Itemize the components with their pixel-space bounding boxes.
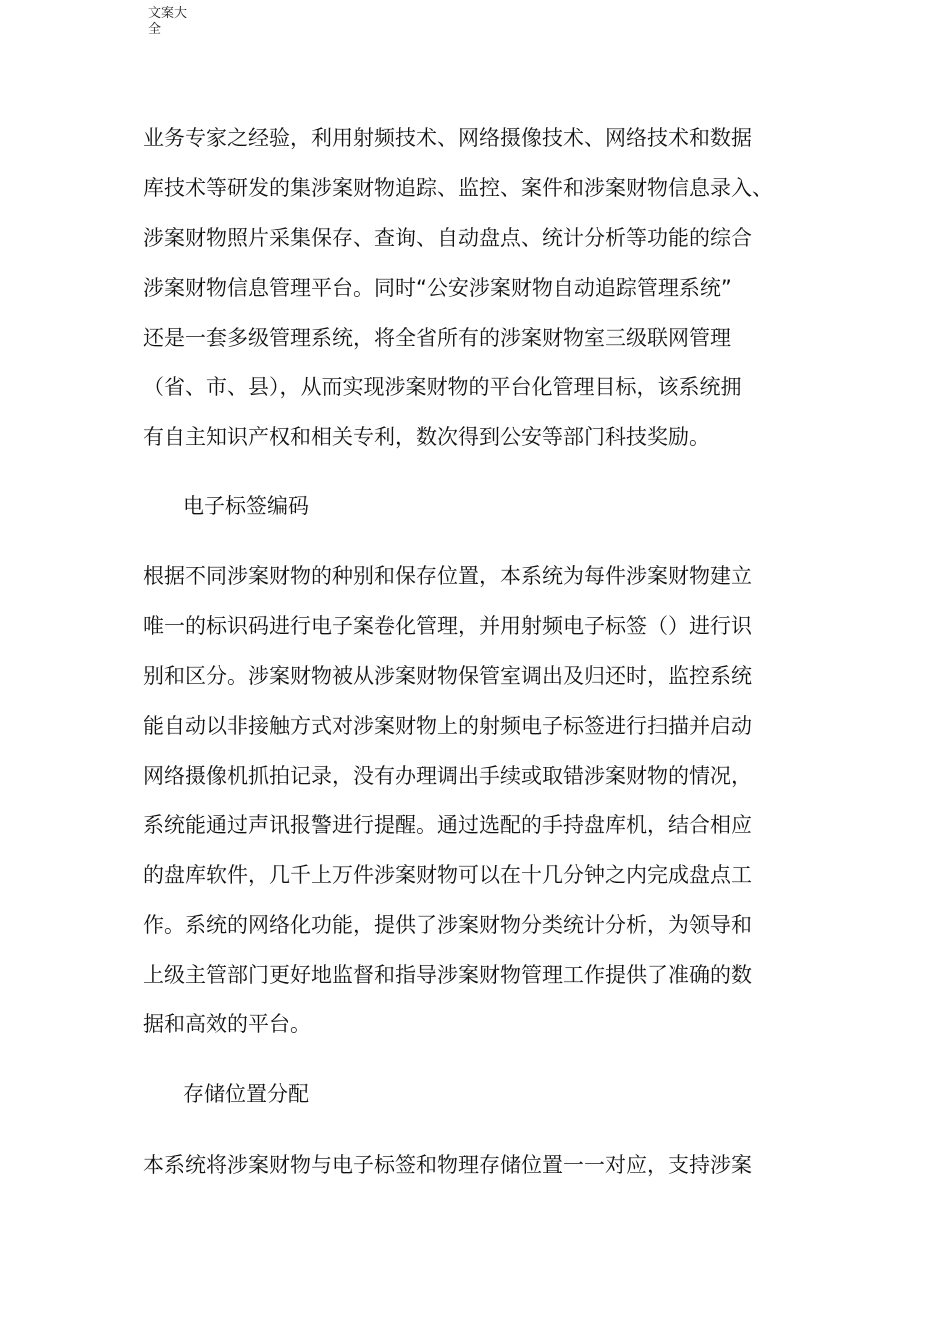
paragraph-line: 有自主知识产权和相关专利，数次得到公安等部门科技奖励。: [143, 425, 710, 449]
paragraph-line: （省、市、县），从而实现涉案财物的平台化管理目标，该系统拥: [143, 375, 742, 399]
section-heading: 存储位置分配: [183, 1082, 309, 1106]
header-text-line-2: 全: [148, 22, 162, 37]
paragraph-line: 系统能通过声讯报警进行提醒。通过选配的手持盘库机，结合相应: [143, 813, 752, 837]
paragraph-line: 网络摄像机抓拍记录，没有办理调出手续或取错涉案财物的情况，: [143, 764, 752, 788]
section-heading: 电子标签编码: [183, 494, 309, 518]
header-text-line-1: 文案大: [148, 6, 188, 21]
paragraph-line: 上级主管部门更好地监督和指导涉案财物管理工作提供了准确的数: [143, 963, 752, 987]
paragraph-line: 的盘库软件，几千上万件涉案财物可以在十几分钟之内完成盘点工: [143, 863, 752, 887]
paragraph-line: 能自动以非接触方式对涉案财物上的射频电子标签进行扫描并启动: [143, 714, 752, 738]
paragraph-line: 涉案财物信息管理平台。同时“公安涉案财物自动追踪管理系统”: [143, 276, 732, 300]
paragraph-line: 库技术等研发的集涉案财物追踪、监控、案件和涉案财物信息录入、: [143, 176, 773, 200]
paragraph-line: 作。系统的网络化功能，提供了涉案财物分类统计分析，为领导和: [143, 913, 752, 937]
paragraph-line: 唯一的标识码进行电子案卷化管理，并用射频电子标签（）进行识: [143, 614, 752, 638]
document-header: [148, 6, 187, 38]
paragraph-line: 涉案财物照片采集保存、查询、自动盘点、统计分析等功能的综合: [143, 226, 752, 250]
paragraph-line: 本系统将涉案财物与电子标签和物理存储位置一一对应，支持涉案: [143, 1153, 752, 1177]
paragraph-line: 根据不同涉案财物的种别和保存位置，本系统为每件涉案财物建立: [143, 564, 752, 588]
paragraph-line: 业务专家之经验，利用射频技术、网络摄像技术、网络技术和数据: [143, 126, 752, 150]
paragraph-line: 据和高效的平台。: [143, 1012, 311, 1036]
paragraph-line: 还是一套多级管理系统，将全省所有的涉案财物室三级联网管理: [143, 326, 731, 350]
paragraph-line: 别和区分。涉案财物被从涉案财物保管室调出及归还时，监控系统: [143, 664, 752, 688]
